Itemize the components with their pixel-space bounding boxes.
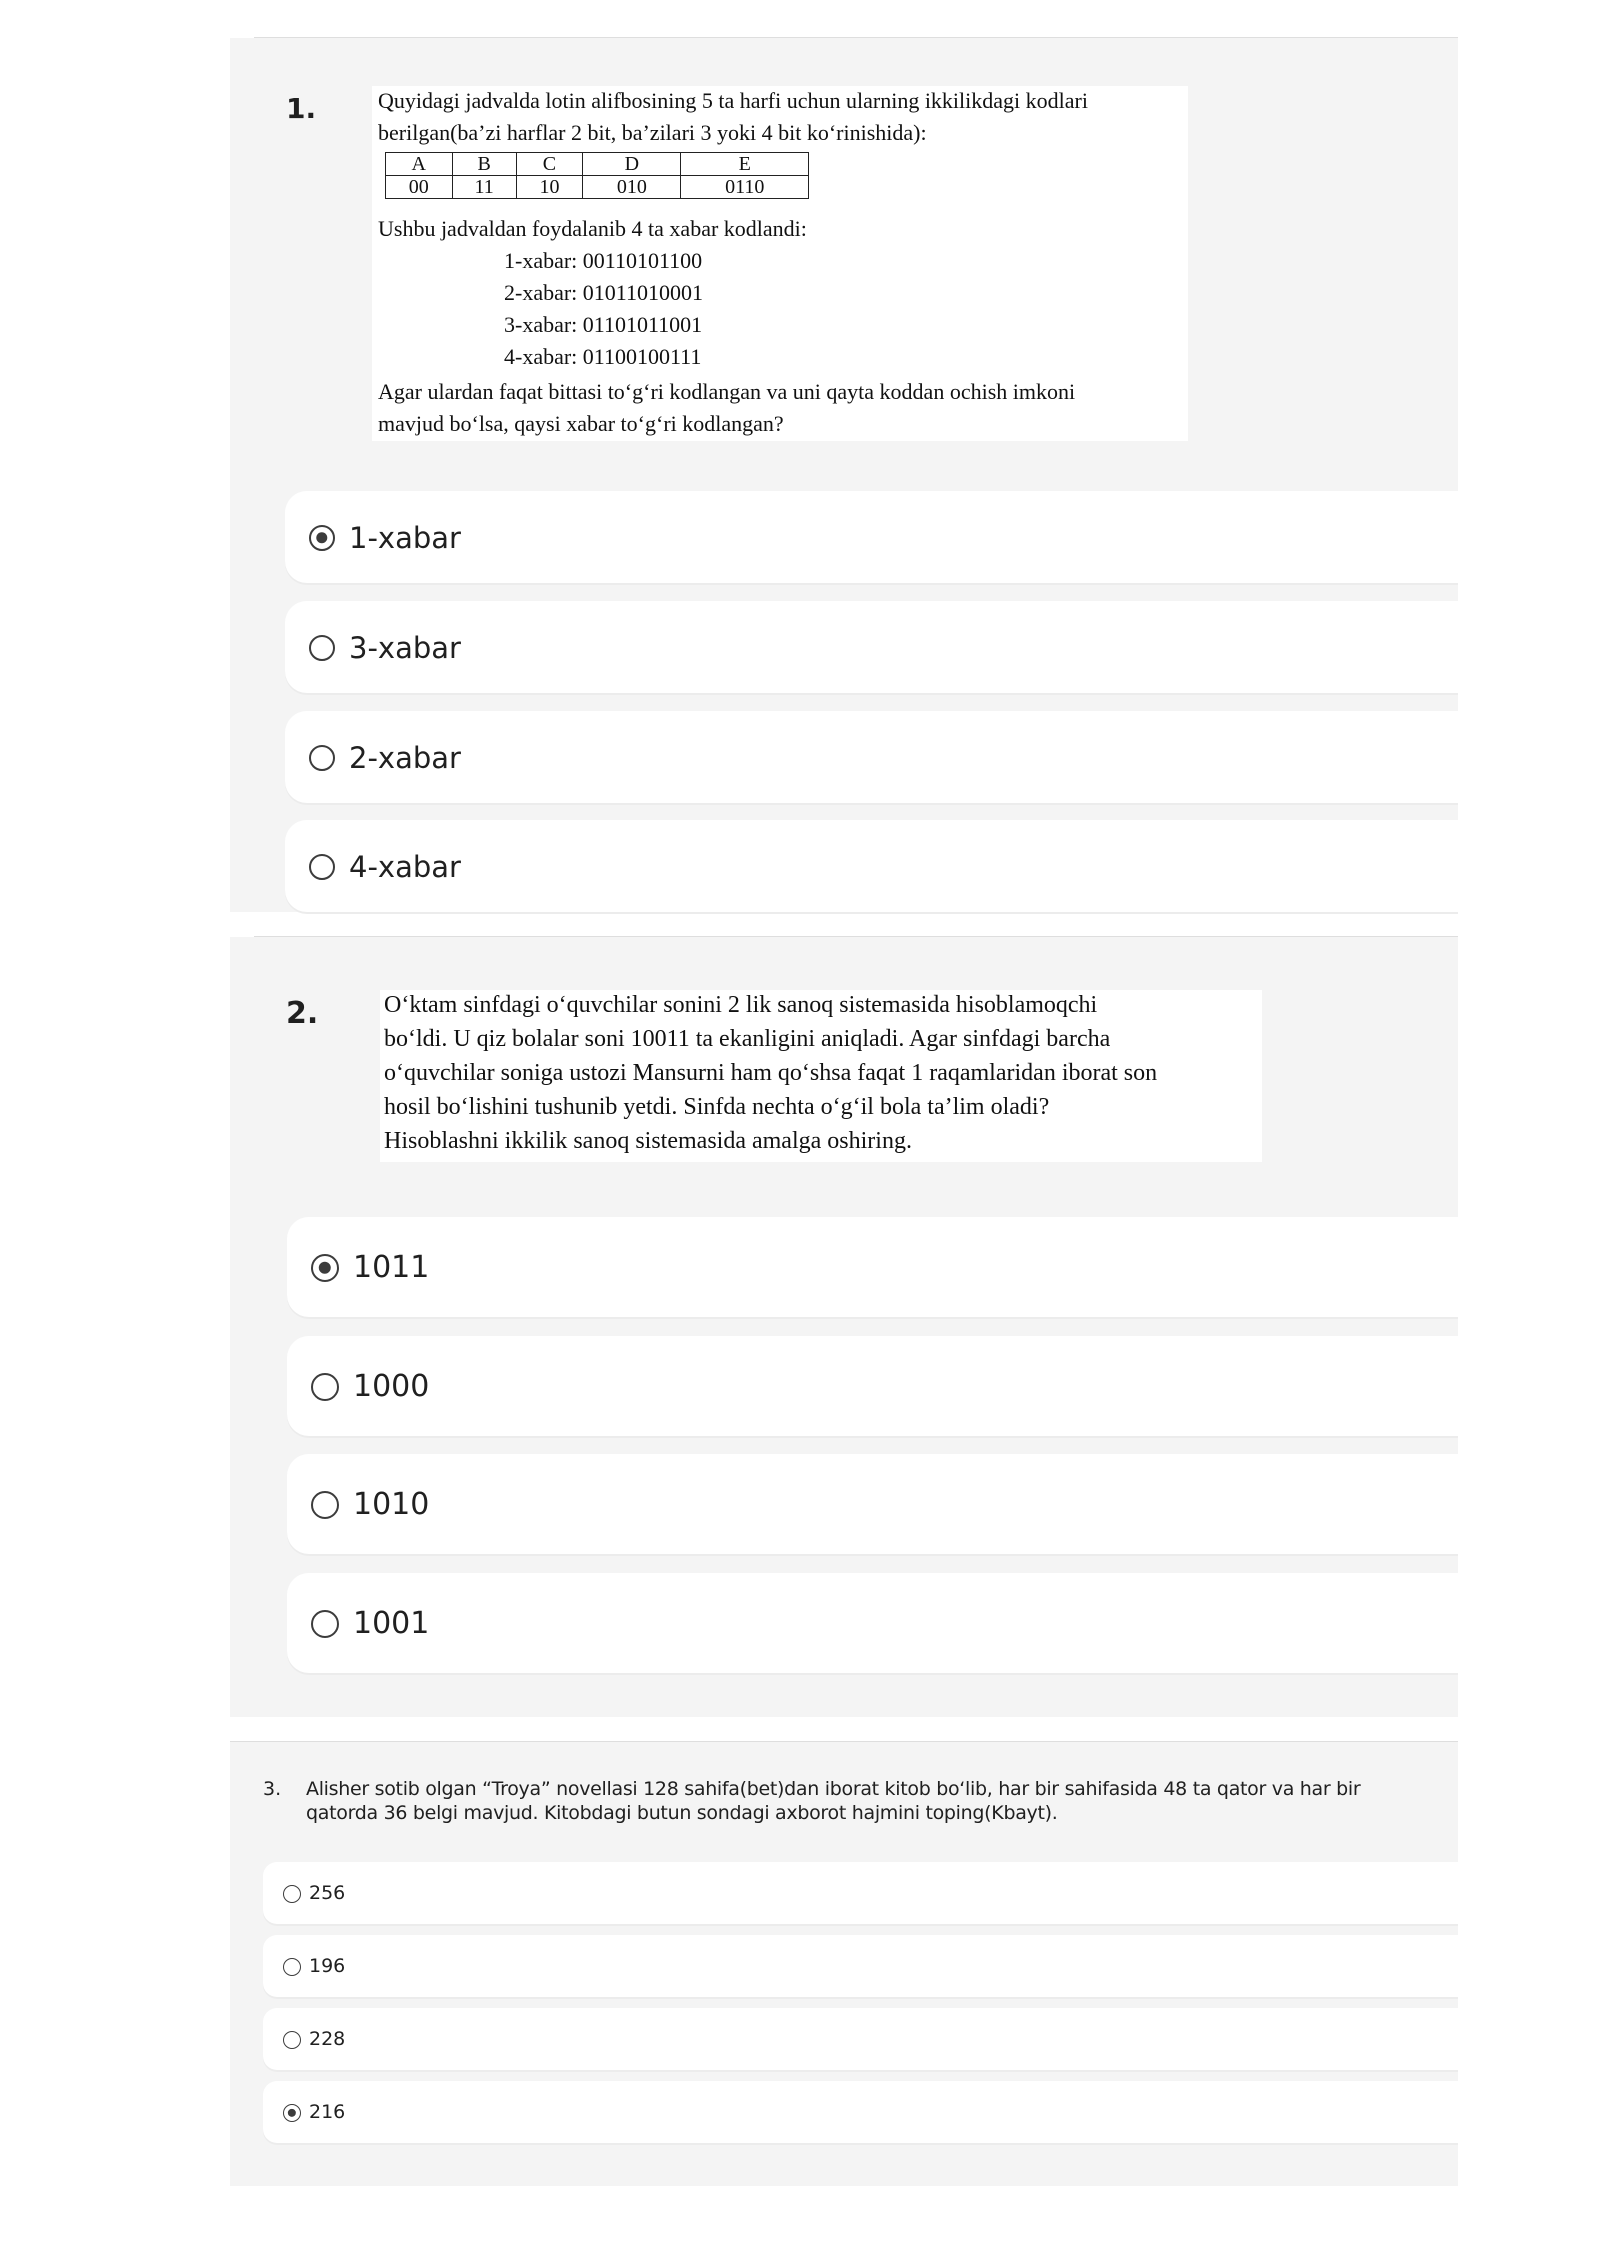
option-label: 2-xabar <box>349 741 461 775</box>
option-label: 4-xabar <box>349 850 461 884</box>
table-cell: E <box>681 153 809 176</box>
table-cell: B <box>452 153 516 176</box>
option-label: 1001 <box>353 1606 430 1641</box>
table-cell: D <box>583 153 681 176</box>
question-text-line: Alisher sotib olgan “Troya” novellasi 128 sahifa(bet)dan iborat kitob bo‘lib, har bir sahifasida 48 ta qator va har bir <box>306 1778 1361 1800</box>
radio-icon[interactable] <box>311 1373 339 1401</box>
option-label: 256 <box>309 1882 346 1904</box>
question-text-line: O‘ktam sinfdagi o‘quvchilar sonini 2 lik sanoq sistemasida hisoblamoqchi <box>384 992 1098 1018</box>
divider <box>254 936 1458 937</box>
radio-icon[interactable] <box>283 1885 301 1903</box>
divider <box>230 1741 1458 1742</box>
answer-option[interactable] <box>263 2008 1458 2070</box>
radio-icon[interactable] <box>309 745 335 771</box>
option-label: 1000 <box>353 1369 430 1404</box>
message-line: 2-xabar: 01011010001 <box>504 280 703 305</box>
question-number: 1. <box>286 92 317 125</box>
radio-icon[interactable] <box>283 1958 301 1976</box>
message-line: 4-xabar: 01100100111 <box>504 344 702 369</box>
radio-icon[interactable] <box>309 854 335 880</box>
question-text-line: qatorda 36 belgi mavjud. Kitobdagi butun sondagi axborot hajmini toping(Kbayt). <box>306 1802 1058 1824</box>
question-text-line: mavjud bo‘lsa, qaysi xabar to‘g‘ri kodlangan? <box>378 411 784 436</box>
option-label: 1011 <box>353 1250 430 1285</box>
question-text-line: bo‘ldi. U qiz bolalar soni 10011 ta ekanligini aniqladi. Agar sinfdagi barcha <box>384 1026 1111 1052</box>
divider <box>254 37 1458 38</box>
question-1-text <box>372 86 1188 441</box>
answer-option[interactable] <box>287 1573 1458 1673</box>
option-label: 1-xabar <box>349 521 461 555</box>
answer-option[interactable] <box>263 2081 1458 2143</box>
question-text-line: berilgan(ba’zi harflar 2 bit, ba’zilari 3 yoki 4 bit ko‘rinishida): <box>378 120 927 145</box>
answer-option[interactable] <box>285 711 1458 803</box>
radio-icon[interactable] <box>309 635 335 661</box>
option-label: 228 <box>309 2028 346 2050</box>
question-text-line: hosil bo‘lishini tushunib yetdi. Sinfda nechta o‘g‘il bola ta’lim oladi? <box>384 1094 1050 1120</box>
question-text-line: Agar ulardan faqat bittasi to‘g‘ri kodlangan va uni qayta koddan ochish imkoni <box>378 379 1076 404</box>
table-cell: 0110 <box>681 176 809 199</box>
answer-option[interactable] <box>287 1454 1458 1554</box>
code-table <box>385 152 809 199</box>
answer-option[interactable] <box>285 820 1458 912</box>
option-label: 3-xabar <box>349 631 461 665</box>
option-label: 196 <box>309 1955 346 1977</box>
answer-option[interactable] <box>285 601 1458 693</box>
table-cell: A <box>386 153 453 176</box>
table-cell: 10 <box>516 176 583 199</box>
answer-option[interactable] <box>263 1862 1458 1924</box>
radio-icon[interactable] <box>283 2031 301 2049</box>
answer-option[interactable] <box>285 491 1458 583</box>
question-number: 3. <box>263 1778 282 1800</box>
option-label: 216 <box>309 2101 346 2123</box>
question-text-line: Ushbu jadvaldan foydalanib 4 ta xabar kodlandi: <box>378 216 807 241</box>
answer-option[interactable] <box>263 1935 1458 1997</box>
question-text-line: Quyidagi jadvalda lotin alifbosining 5 ta harfi uchun ularning ikkilikdagi kodlari <box>378 88 1088 113</box>
message-line: 3-xabar: 01101011001 <box>504 312 703 337</box>
question-2-text <box>380 990 1262 1162</box>
radio-checked-icon[interactable] <box>283 2104 301 2122</box>
radio-checked-icon[interactable] <box>311 1254 339 1282</box>
option-label: 1010 <box>353 1487 430 1522</box>
radio-checked-icon[interactable] <box>309 525 335 551</box>
table-cell: 010 <box>583 176 681 199</box>
table-cell: 00 <box>386 176 453 199</box>
table-row <box>386 153 809 176</box>
question-number: 2. <box>286 996 319 1031</box>
message-line: 1-xabar: 00110101100 <box>504 248 703 273</box>
radio-icon[interactable] <box>311 1491 339 1519</box>
answer-option[interactable] <box>287 1336 1458 1436</box>
radio-icon[interactable] <box>311 1610 339 1638</box>
answer-option[interactable] <box>287 1217 1458 1317</box>
question-text-line: o‘quvchilar soniga ustozi Mansurni ham qo‘shsa faqat 1 raqamlaridan iborat son <box>384 1060 1158 1086</box>
table-cell: 11 <box>452 176 516 199</box>
table-row <box>386 176 809 199</box>
table-cell: C <box>516 153 583 176</box>
question-text-line: Hisoblashni ikkilik sanoq sistemasida amalga oshiring. <box>384 1128 912 1154</box>
